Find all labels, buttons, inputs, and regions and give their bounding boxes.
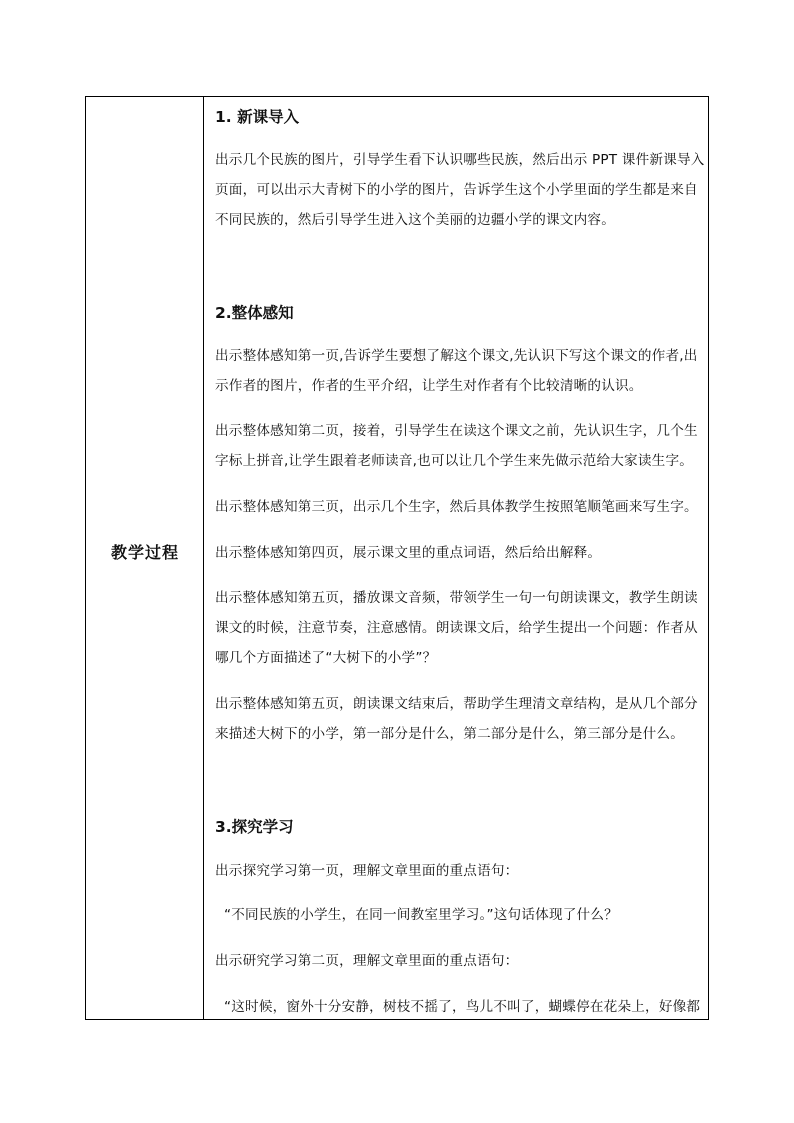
paragraph: 出示整体感知第四页，展示课文里的重点词语，然后给出解释。 <box>215 545 602 561</box>
quoted-sentence: “不同民族的小学生，在同一间教室里学习。”这句话体现了什么？ <box>224 907 618 923</box>
paragraph: 出示整体感知第五页，朗读课文结束后，帮助学生理清文章结构，是从几个部分来描述大树下的小学，第一部分是什么，第二部分是什么，第三部分是什么。 <box>215 696 698 742</box>
lesson-table <box>85 96 709 1020</box>
quoted-sentence: “这时候，窗外十分安静，树枝不摇了，鸟儿不叫了，蝴蝶停在花朵上，好像都 <box>224 999 701 1015</box>
paragraph: 出示整体感知第二页，接着，引导学生在读这个课文之前，先认识生字，几个生字标上拼音,让学生跟着老师读音,也可以让几个学生来先做示范给大家读生字。 <box>215 423 698 469</box>
paragraph: 出示探究学习第一页，理解文章里面的重点语句： <box>215 863 519 879</box>
paragraph: 出示整体感知第五页，播放课文音频，带领学生一句一句朗读课文，教学生朗读课文的时候，注意节奏，注意感情。朗读课文后，给学生提出一个问题：作者从哪几个方面描述了“大树下的小学”？ <box>215 590 698 666</box>
section-title-overall-perception: 2.整体感知 <box>215 304 294 322</box>
paragraph: 出示研究学习第二页，理解文章里面的重点语句： <box>215 953 519 969</box>
section-title-new-lesson: 1. 新课导入 <box>215 108 300 126</box>
paragraph: 出示整体感知第一页,告诉学生要想了解这个课文,先认识下写这个课文的作者,出示作者的图片，作者的生平介绍，让学生对作者有个比较清晰的认识。 <box>215 348 698 394</box>
paragraph: 出示几个民族的图片，引导学生看下认识哪些民族，然后出示 PPT 课件新课导入页面，可以出示大青树下的小学的图片，告诉学生这个小学里面的学生都是来自不同民族的，然后引导学生进入这个美丽的边疆小学的课文内容。 <box>215 152 705 228</box>
table-content-cell <box>204 97 708 1019</box>
table-label-cell <box>86 97 204 1019</box>
teaching-process-label: 教学过程 <box>110 543 179 562</box>
paragraph: 出示整体感知第三页，出示几个生字，然后具体教学生按照笔顺笔画来写生字。 <box>215 499 698 515</box>
section-title-inquiry-learning: 3.探究学习 <box>215 818 294 836</box>
